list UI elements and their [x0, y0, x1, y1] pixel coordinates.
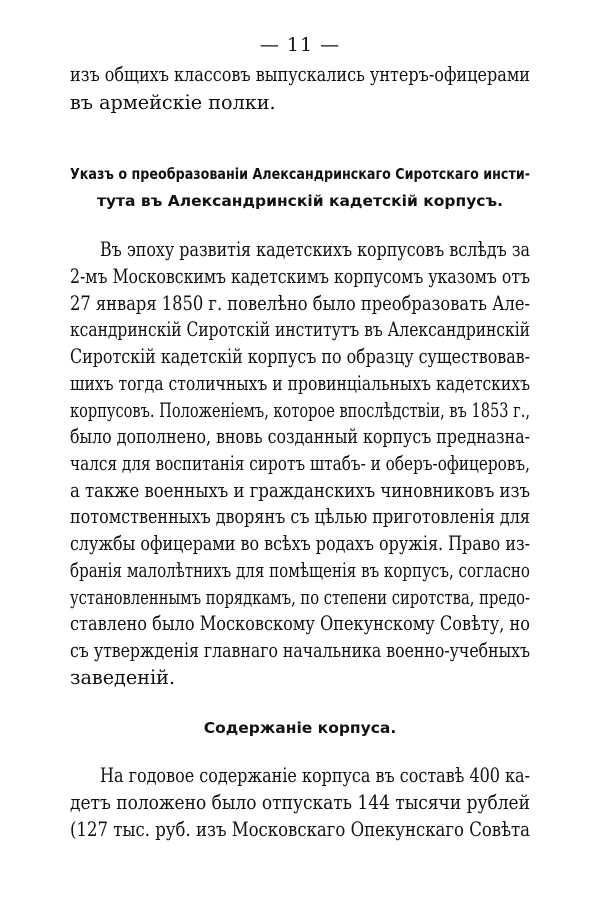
- section-heading-line: Указъ о преобразованіи Александринскаго Сиротскаго инсти-: [70, 165, 531, 183]
- paragraph-line: заведеній.: [70, 666, 176, 689]
- paragraph-line: а также военныхъ и гражданскихъ чиновниковъ изъ: [70, 479, 531, 502]
- intro-line: въ армейскіе полки.: [70, 91, 276, 114]
- paragraph-line: На годовое содержаніе корпуса въ составѣ 400 ка-: [100, 764, 531, 787]
- paragraph-line: ставлено было Московскому Опекунскому Совѣту, но: [70, 612, 530, 635]
- paragraph-line: шихъ тогда столичныхъ и провинціальныхъ кадетскихъ: [70, 372, 530, 395]
- paragraph-line: детъ положено было отпускать 144 тысячи рублей: [70, 791, 530, 814]
- paragraph-line: ксандринскій Сиротскій институтъ въ Александринскій: [70, 318, 530, 341]
- intro-line: изъ общихъ классовъ выпускались унтеръ-офицерами: [70, 63, 531, 86]
- paragraph-line: съ утвержденія главнаго начальника военно-учебныхъ: [70, 639, 530, 662]
- paragraph-line: корпусовъ. Положеніемъ, которое впослѣдствіи, въ 1853 г.,: [70, 399, 531, 422]
- paragraph-line: Въ эпоху развитія кадетскихъ корпусовъ вслѣдъ за: [100, 238, 531, 261]
- page-number: — 11 —: [259, 34, 341, 56]
- section-heading-line: тута въ Александринскій кадетскій корпусъ.: [96, 192, 504, 210]
- paragraph-line: службы офицерами во всѣхъ родахъ оружія. Право из-: [70, 532, 531, 555]
- paragraph-line: 27 января 1850 г. повелѣно было преобразовать Але-: [70, 292, 530, 315]
- paragraph-line: установленнымъ порядкамъ, по степени сиротства, предо-: [70, 586, 531, 609]
- paragraph-line: чался для воспитанія сиротъ штабъ- и оберъ-офицеровъ,: [70, 452, 531, 475]
- section-heading: Содержаніе корпуса.: [203, 719, 397, 737]
- paragraph-line: Сиротскій кадетскій корпусъ по образцу существовав-: [70, 345, 531, 368]
- paragraph-line: было дополнено, вновь созданный корпусъ предназна-: [70, 425, 530, 448]
- paragraph-line: 2-мъ Московскимъ кадетскимъ корпусомъ указомъ отъ: [70, 265, 530, 288]
- paragraph-line: (127 тыс. руб. изъ Московскаго Опекунскаго Совѣта: [70, 818, 531, 841]
- paragraph-line: потомственныхъ дворянъ съ цѣлью приготовленія для: [70, 505, 530, 528]
- paragraph-line: бранія малолѣтнихъ для помѣщенія въ корпусъ, согласно: [70, 559, 530, 582]
